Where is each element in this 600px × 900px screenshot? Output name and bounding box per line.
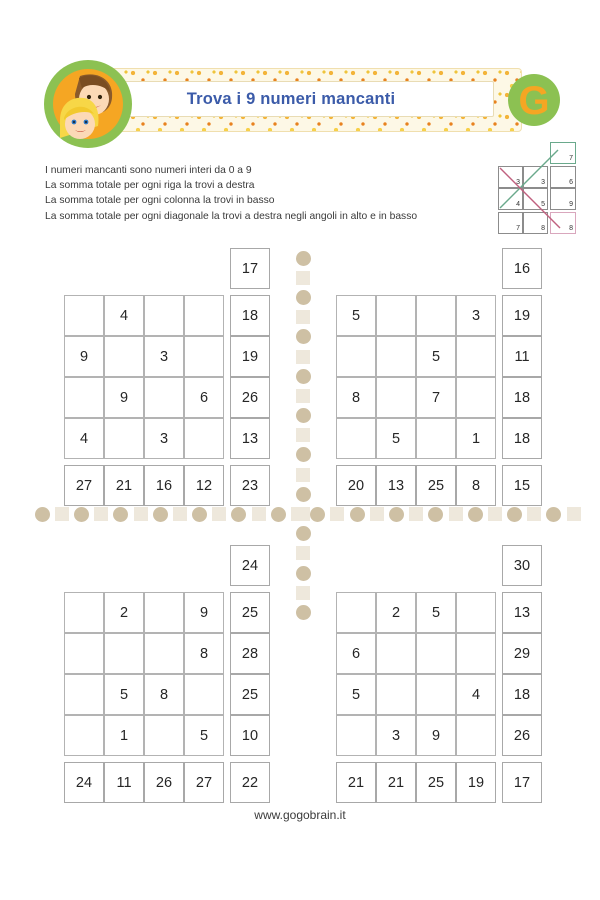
example-col-sum-1: 8 [523,212,548,234]
example-row-sum-0: 6 [550,166,576,188]
diagonal-sum-bottom: 15 [502,465,542,506]
grid-cell-r2-c3[interactable]: 4 [456,674,496,715]
divider-dot [296,369,311,384]
page-title: Trova i 9 numeri mancanti [186,89,396,108]
divider-dot [296,566,311,581]
example-col-sum-0: 7 [498,212,523,234]
grid-cell-r3-c0[interactable] [336,418,376,459]
divider-dot [231,507,246,522]
grid-cell-r1-c1[interactable] [376,336,416,377]
diagonal-sum-bottom: 17 [502,762,542,803]
grid-cell-r0-c3[interactable]: 9 [184,592,224,633]
row-sum-2: 18 [502,674,542,715]
divider-dot [192,507,207,522]
example-cell-1-0: 4 [498,188,523,210]
example-cell-1-1: 5 [523,188,548,210]
grid-cell-r2-c1[interactable]: 5 [104,674,144,715]
brand-g-logo-icon [506,72,562,128]
divider-dot [296,251,311,266]
grid-cell-r1-c1[interactable] [104,336,144,377]
divider-dot [153,507,168,522]
grid-cell-r1-c2[interactable]: 3 [144,336,184,377]
grid-cell-r0-c1[interactable] [376,295,416,336]
divider-dot [252,507,266,521]
diagonal-sum-bottom: 22 [230,762,270,803]
col-sum-0: 24 [64,762,104,803]
divider-dot [212,507,226,521]
grid-cell-r3-c0[interactable] [64,715,104,756]
row-sum-3: 26 [502,715,542,756]
grid-cell-r3-c1[interactable]: 5 [376,418,416,459]
diagonal-sum-bottom: 23 [230,465,270,506]
example-diagonal-lines-icon [498,142,578,236]
col-sum-3: 12 [184,465,224,506]
col-sum-2: 26 [144,762,184,803]
grid-cell-r0-c1[interactable]: 4 [104,295,144,336]
grid-cell-r3-c1[interactable]: 1 [104,715,144,756]
grid-cell-r3-c1[interactable]: 3 [376,715,416,756]
divider-dot [488,507,502,521]
grid-cell-r3-c2[interactable]: 9 [416,715,456,756]
divider-dot [94,507,108,521]
grid-cell-r3-c0[interactable] [336,715,376,756]
grid-cell-r3-c3[interactable] [456,715,496,756]
divider-dot [271,507,286,522]
divider-dot [296,310,310,324]
example-cell-0-0: 3 [498,166,523,188]
grid-cell-r2-c1[interactable] [376,377,416,418]
divider-dot [296,389,310,403]
divider-dot [567,507,581,521]
grid-cell-r1-c3[interactable]: 8 [184,633,224,674]
grid-cell-r1-c2[interactable] [416,633,456,674]
row-sum-3: 10 [230,715,270,756]
footer-url: www.gogobrain.it [254,808,346,822]
row-sum-3: 13 [230,418,270,459]
row-sum-2: 26 [230,377,270,418]
grid-cell-r0-c0[interactable] [64,592,104,633]
instruction-line-2: La somma totale per ogni riga la trovi a destra [45,180,255,192]
divider-dot [296,408,311,423]
col-sum-1: 21 [104,465,144,506]
grid-cell-r3-c3[interactable] [184,418,224,459]
col-sum-1: 11 [104,762,144,803]
grid-cell-r2-c0[interactable]: 8 [336,377,376,418]
col-sum-3: 8 [456,465,496,506]
grid-cell-r2-c3[interactable]: 6 [184,377,224,418]
col-sum-0: 27 [64,465,104,506]
grid-cell-r2-c2[interactable]: 7 [416,377,456,418]
grid-cell-r2-c1[interactable]: 9 [104,377,144,418]
grid-cell-r0-c0[interactable] [64,295,104,336]
horizontal-dot-divider [32,505,572,523]
divider-dot [546,507,561,522]
grid-cell-r1-c3[interactable] [184,336,224,377]
divider-dot [507,507,522,522]
brand-letter: G [518,79,550,123]
divider-dot [296,290,311,305]
row-sum-1: 29 [502,633,542,674]
col-sum-3: 27 [184,762,224,803]
grid-cell-r1-c0[interactable] [336,336,376,377]
grid-cell-r1-c1[interactable] [104,633,144,674]
grid-cell-r1-c3[interactable] [456,336,496,377]
row-sum-0: 18 [230,295,270,336]
divider-dot [296,468,310,482]
example-cell-0-1: 3 [523,166,548,188]
divider-dot [35,507,50,522]
divider-dot [296,350,310,364]
title-plate [88,81,494,117]
col-sum-1: 13 [376,465,416,506]
row-sum-0: 19 [502,295,542,336]
row-sum-1: 19 [230,336,270,377]
grid-cell-r0-c2[interactable]: 5 [416,592,456,633]
divider-dot [310,507,325,522]
grid-cell-r2-c2[interactable]: 8 [144,674,184,715]
divider-dot [296,271,310,285]
grid-cell-r0-c1[interactable]: 2 [104,592,144,633]
divider-dot [409,507,423,521]
col-sum-3: 19 [456,762,496,803]
grid-cell-r2-c2[interactable] [416,674,456,715]
divider-dot [296,487,311,502]
col-sum-2: 16 [144,465,184,506]
divider-dot [389,507,404,522]
grid-cell-r3-c2[interactable]: 3 [144,418,184,459]
grid-cell-r1-c1[interactable] [376,633,416,674]
divider-dot [296,447,311,462]
grid-cell-r3-c1[interactable] [104,418,144,459]
instruction-line-3: La somma totale per ogni colonna la trovi in basso [45,195,275,207]
col-sum-0: 21 [336,762,376,803]
divider-dot [350,507,365,522]
divider-dot [527,507,541,521]
divider-dot [296,526,311,541]
grid-cell-r0-c2[interactable] [416,295,456,336]
divider-dot [55,507,69,521]
diagonal-sum-top: 24 [230,545,270,586]
example-diagonal-top: 7 [550,142,576,164]
row-sum-1: 11 [502,336,542,377]
instruction-line-1: I numeri mancanti sono numeri interi da 0 a 9 [45,165,252,176]
grid-cell-r3-c3[interactable]: 5 [184,715,224,756]
grid-cell-r0-c0[interactable] [336,592,376,633]
divider-dot [296,428,310,442]
divider-dot [74,507,89,522]
grid-cell-r0-c1[interactable]: 2 [376,592,416,633]
col-sum-2: 25 [416,762,456,803]
kids-mascot-icon [42,58,134,150]
divider-dot [134,507,148,521]
grid-cell-r2-c3[interactable] [184,674,224,715]
divider-dot [449,507,463,521]
grid-cell-r2-c2[interactable] [144,377,184,418]
divider-dot [428,507,443,522]
divider-dot [296,546,310,560]
grid-cell-r1-c2[interactable] [144,633,184,674]
grid-cell-r0-c0[interactable]: 5 [336,295,376,336]
row-sum-1: 28 [230,633,270,674]
divider-dot [296,605,311,620]
grid-cell-r0-c2[interactable] [144,295,184,336]
divider-dot [296,586,310,600]
grid-cell-r0-c3[interactable]: 3 [456,295,496,336]
row-sum-2: 18 [502,377,542,418]
divider-dot [113,507,128,522]
divider-dot [173,507,187,521]
row-sum-0: 25 [230,592,270,633]
grid-cell-r1-c0[interactable]: 6 [336,633,376,674]
example-diagram [498,142,578,232]
col-sum-2: 25 [416,465,456,506]
grid-cell-r0-c2[interactable] [144,592,184,633]
grid-cell-r1-c0[interactable]: 9 [64,336,104,377]
row-sum-0: 13 [502,592,542,633]
row-sum-2: 25 [230,674,270,715]
grid-cell-r3-c2[interactable] [416,418,456,459]
grid-cell-r2-c0[interactable] [64,674,104,715]
divider-dot [468,507,483,522]
example-row-sum-1: 9 [550,188,576,210]
diagonal-sum-top: 16 [502,248,542,289]
grid-cell-r3-c0[interactable]: 4 [64,418,104,459]
divider-dot [291,507,305,521]
instruction-line-4: La somma totale per ogni diagonale la trovi a destra negli angoli in alto e in basso [45,210,418,222]
col-sum-1: 21 [376,762,416,803]
grid-cell-r0-c3[interactable] [184,295,224,336]
grid-cell-r2-c0[interactable]: 5 [336,674,376,715]
grid-cell-r2-c3[interactable] [456,377,496,418]
row-sum-3: 18 [502,418,542,459]
diagonal-sum-top: 17 [230,248,270,289]
grid-cell-r1-c3[interactable] [456,633,496,674]
grid-cell-r1-c2[interactable]: 5 [416,336,456,377]
divider-dot [370,507,384,521]
instructions-block [45,163,505,224]
grid-cell-r0-c3[interactable] [456,592,496,633]
grid-cell-r1-c0[interactable] [64,633,104,674]
grid-cell-r3-c2[interactable] [144,715,184,756]
divider-dot [296,329,311,344]
grid-cell-r2-c1[interactable] [376,674,416,715]
col-sum-0: 20 [336,465,376,506]
grid-cell-r2-c0[interactable] [64,377,104,418]
example-diagonal-bottom: 8 [550,212,576,234]
grid-cell-r3-c3[interactable]: 1 [456,418,496,459]
divider-dot [330,507,344,521]
diagonal-sum-top: 30 [502,545,542,586]
